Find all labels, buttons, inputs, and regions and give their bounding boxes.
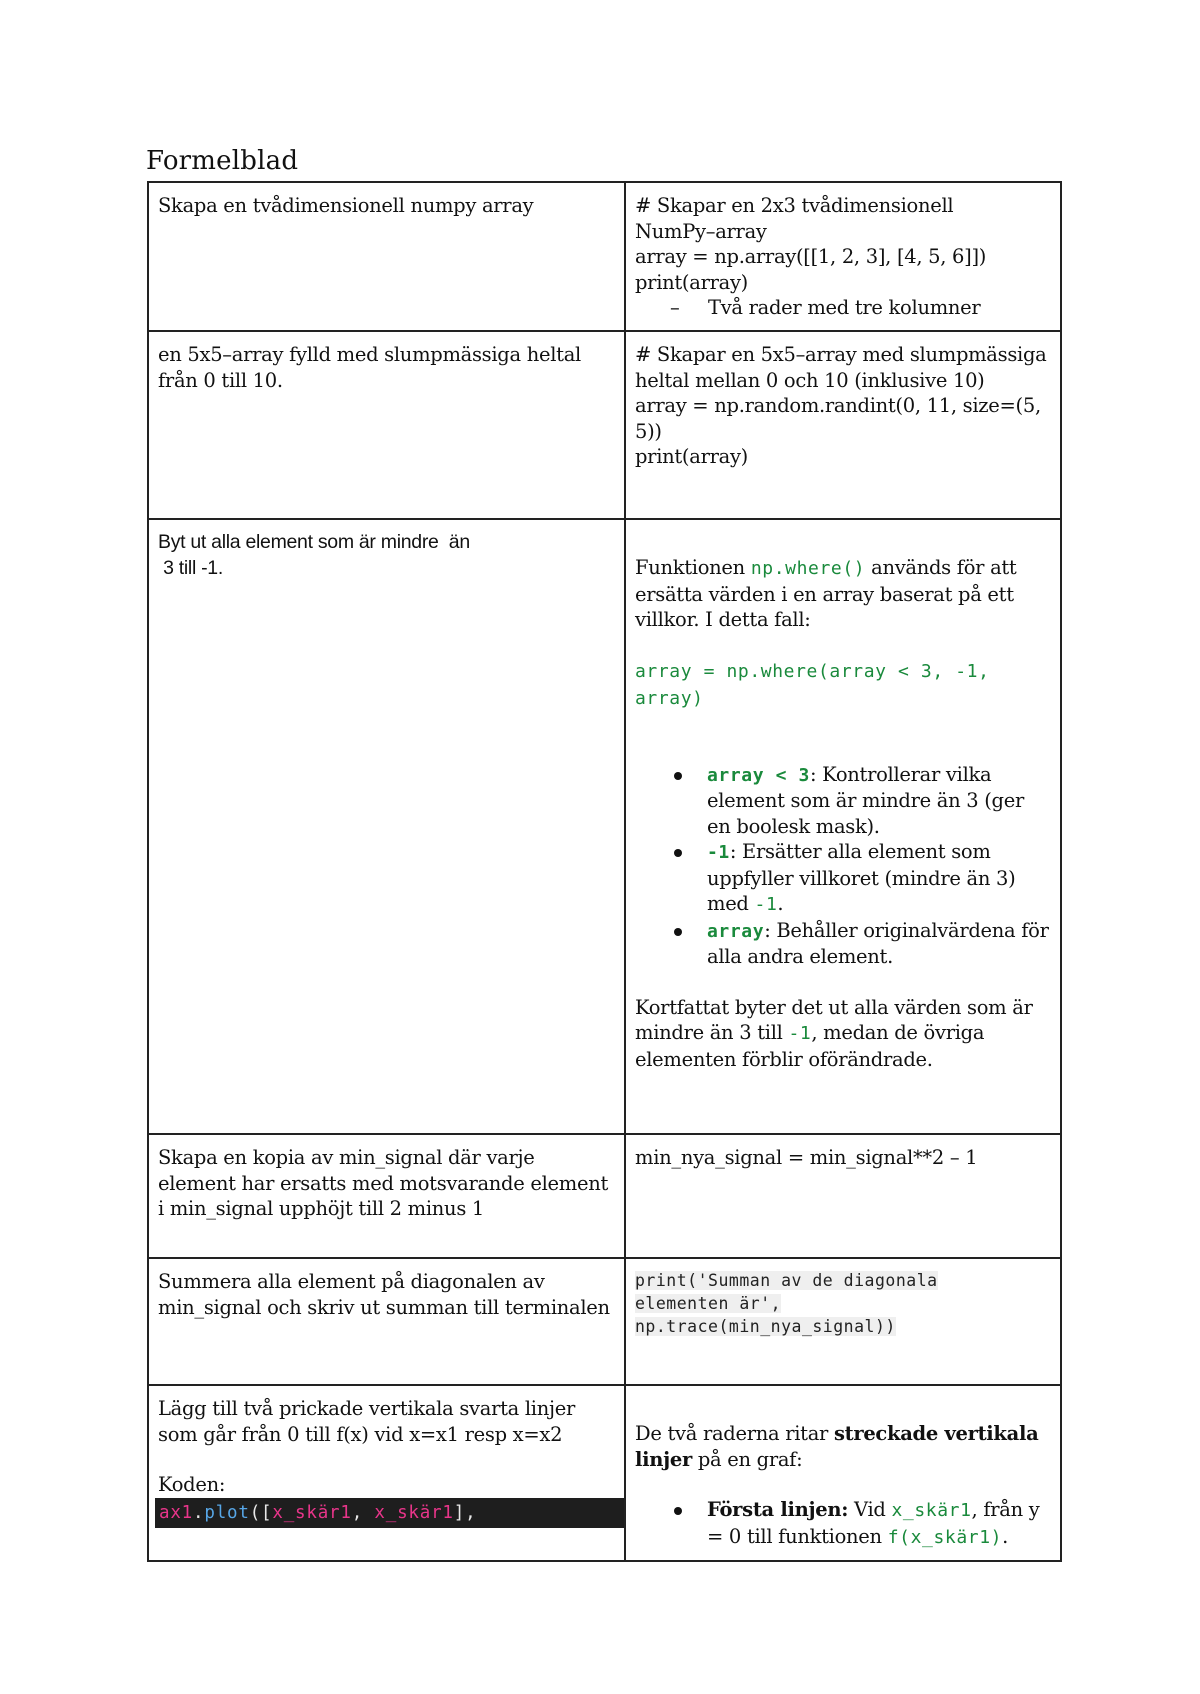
dash-bullet-icon: – xyxy=(670,296,680,319)
code-snippet: ax1.plot([x_skär1, x_skär1], xyxy=(155,1498,625,1528)
code-label: Koden: xyxy=(158,1473,226,1496)
description-cell xyxy=(148,1134,625,1258)
explanation-summary: Kortfattat byter det ut alla värden som är mindre än 3 till -1, medan de övriga elementen förblir oförändrade. xyxy=(635,995,1033,1071)
description-text: 3 till -1. xyxy=(158,556,223,579)
list-item: -1: Ersätter alla element som uppfyller villkoret (mindre än 3) med -1. xyxy=(707,839,1050,918)
list-item: Första linjen: Vid x_skär1, från y = 0 till funktionen f(x_skär1). xyxy=(707,1497,1050,1550)
page-title: Formelblad xyxy=(146,146,299,176)
code-line: heltal mellan 0 och 10 (inklusive 10) xyxy=(635,368,985,392)
code-line: np.trace(min_nya_signal)) xyxy=(635,1317,896,1336)
code-cell xyxy=(625,1258,1061,1385)
table-row xyxy=(148,182,1061,331)
table-row xyxy=(148,1385,1061,1561)
explanation-intro: Funktionen np.where() används för att ersätta värden i en array baserat på ett villkor. I detta fall: xyxy=(635,556,1017,631)
bullet-list xyxy=(635,762,1050,970)
inline-code: np.where() xyxy=(750,558,866,579)
explanation-cell xyxy=(625,519,1061,1134)
code-line: # Skapar en 5x5–array med slumpmässiga xyxy=(635,343,1047,366)
formula-table xyxy=(147,181,1062,1562)
code-line: array) xyxy=(635,687,704,709)
description-text: Skapa en kopia av min_signal där varje element har ersatts med motsvarande element i min_signal upphöjt till 2 minus 1 xyxy=(158,1146,609,1220)
description-cell xyxy=(148,1258,625,1385)
code-cell xyxy=(625,1134,1061,1258)
description-cell xyxy=(148,519,625,1134)
code-line: array = np.where(array < 3, -1, xyxy=(635,660,990,682)
table-row xyxy=(148,1134,1061,1258)
explanation-intro: De två raderna ritar streckade vertikala linjer på en graf: xyxy=(635,1422,1039,1471)
dash-list-item: – Två rader med tre kolumner xyxy=(670,296,981,319)
explanation-cell xyxy=(625,1385,1061,1561)
table-row xyxy=(148,1258,1061,1385)
code-line: print(array) xyxy=(635,270,748,294)
list-item: array < 3: Kontrollerar vilka element som är mindre än 3 (ger en boolesk mask). xyxy=(707,762,1050,840)
description-text: Byt ut alla element som är mindre än xyxy=(158,531,470,553)
description-text: en 5x5–array fylld med slumpmässiga heltal från 0 till 10. xyxy=(158,343,581,392)
code-line: NumPy–array xyxy=(635,219,767,243)
description-text: Lägg till två prickade vertikala svarta linjer som går från 0 till f(x) vid x=x1 resp x=x2 xyxy=(158,1397,576,1446)
description-cell xyxy=(148,1385,625,1561)
description-cell xyxy=(148,331,625,519)
description-text: Summera alla element på diagonalen av min_signal och skriv ut summan till terminalen xyxy=(158,1270,610,1319)
code-cell xyxy=(625,331,1061,519)
table-row xyxy=(148,519,1061,1134)
code-line: array = np.random.randint(0, 11, size=(5, 5)) xyxy=(635,394,1041,443)
table-row xyxy=(148,331,1061,519)
code-line: min_nya_signal = min_signal**2 – 1 xyxy=(635,1146,978,1169)
code-line: # Skapar en 2x3 tvådimensionell xyxy=(635,194,954,217)
bullet-list xyxy=(635,1497,1050,1550)
code-line: print(array) xyxy=(635,445,748,468)
code-line: elementen är', xyxy=(635,1294,782,1313)
list-item: array: Behåller originalvärdena för alla andra element. xyxy=(707,918,1049,968)
code-line: print('Summan av de diagonala xyxy=(635,1271,938,1290)
code-line: array = np.array([[1, 2, 3], [4, 5, 6]]) xyxy=(635,245,987,268)
description-text: Skapa en tvådimensionell numpy array xyxy=(158,194,534,217)
description-cell xyxy=(148,182,625,331)
code-cell xyxy=(625,182,1061,331)
